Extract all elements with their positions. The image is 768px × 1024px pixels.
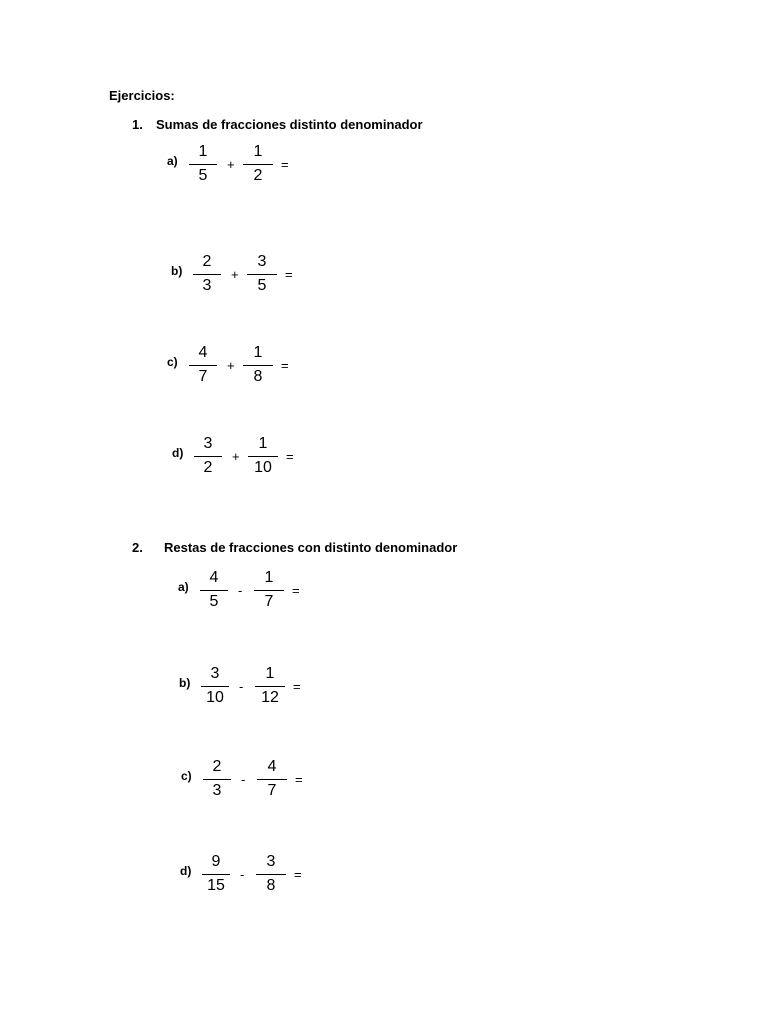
fraction-bar <box>201 686 229 687</box>
fraction-bar <box>243 365 273 366</box>
fraction-bar <box>257 779 287 780</box>
section-1-title: Sumas de fracciones distinto denominador <box>156 117 423 132</box>
fraction-bar <box>243 164 273 165</box>
operator: + <box>227 358 235 373</box>
exercise-2-3 <box>181 759 341 819</box>
equals-sign: = <box>294 867 302 882</box>
exercise-label: c) <box>167 355 178 369</box>
section-2-number: 2. <box>132 540 143 555</box>
first-numerator: 3 <box>210 665 220 682</box>
first-numerator: 2 <box>202 253 212 270</box>
equals-sign: = <box>286 449 294 464</box>
second-denominator: 10 <box>254 459 272 476</box>
second-denominator: 8 <box>253 368 263 385</box>
first-denominator: 2 <box>203 459 213 476</box>
first-numerator: 4 <box>198 344 208 361</box>
fraction-bar <box>194 456 222 457</box>
fraction-bar <box>254 590 284 591</box>
fraction-bar <box>203 779 231 780</box>
exercise-1-4 <box>172 436 332 496</box>
first-numerator: 9 <box>211 853 221 870</box>
fraction-bar <box>256 874 286 875</box>
exercise-1-3 <box>167 345 327 405</box>
second-numerator: 4 <box>267 758 277 775</box>
operator: + <box>232 449 240 464</box>
second-numerator: 1 <box>253 344 263 361</box>
first-denominator: 10 <box>206 689 224 706</box>
first-numerator: 3 <box>203 435 213 452</box>
operator: - <box>238 583 243 598</box>
first-denominator: 5 <box>198 167 208 184</box>
exercise-label: b) <box>179 676 191 690</box>
exercise-2-1 <box>178 570 338 630</box>
exercise-1-2 <box>171 254 331 314</box>
section-2-title: Restas de fracciones con distinto denominador <box>164 540 458 555</box>
exercise-1-1 <box>167 144 327 204</box>
second-numerator: 1 <box>264 569 274 586</box>
second-numerator: 3 <box>266 853 276 870</box>
fraction-bar <box>202 874 230 875</box>
second-numerator: 1 <box>258 435 268 452</box>
equals-sign: = <box>295 772 303 787</box>
fraction-bar <box>189 365 217 366</box>
second-denominator: 12 <box>261 689 279 706</box>
first-numerator: 2 <box>212 758 222 775</box>
operator: - <box>240 867 245 882</box>
operator: - <box>239 679 244 694</box>
fraction-bar <box>255 686 285 687</box>
exercise-label: d) <box>172 446 184 460</box>
operator: + <box>231 267 239 282</box>
second-numerator: 3 <box>257 253 267 270</box>
fraction-bar <box>200 590 228 591</box>
exercise-2-2 <box>179 666 339 726</box>
section-1-number: 1. <box>132 117 143 132</box>
second-denominator: 5 <box>257 277 267 294</box>
second-denominator: 7 <box>264 593 274 610</box>
exercise-label: b) <box>171 264 183 278</box>
second-numerator: 1 <box>253 143 263 160</box>
first-denominator: 5 <box>209 593 219 610</box>
operator: + <box>227 157 235 172</box>
second-numerator: 1 <box>265 665 275 682</box>
first-numerator: 1 <box>198 143 208 160</box>
exercise-label: a) <box>167 154 178 168</box>
equals-sign: = <box>281 157 289 172</box>
exercise-label: c) <box>181 769 192 783</box>
equals-sign: = <box>285 267 293 282</box>
first-denominator: 3 <box>212 782 222 799</box>
fraction-bar <box>248 456 278 457</box>
exercise-label: d) <box>180 864 192 878</box>
equals-sign: = <box>292 583 300 598</box>
equals-sign: = <box>281 358 289 373</box>
first-denominator: 15 <box>207 877 225 894</box>
first-denominator: 3 <box>202 277 212 294</box>
second-denominator: 7 <box>267 782 277 799</box>
second-denominator: 2 <box>253 167 263 184</box>
operator: - <box>241 772 246 787</box>
fraction-bar <box>193 274 221 275</box>
exercise-2-4 <box>180 854 340 914</box>
second-denominator: 8 <box>266 877 276 894</box>
fraction-bar <box>189 164 217 165</box>
fraction-bar <box>247 274 277 275</box>
first-numerator: 4 <box>209 569 219 586</box>
first-denominator: 7 <box>198 368 208 385</box>
equals-sign: = <box>293 679 301 694</box>
exercise-label: a) <box>178 580 189 594</box>
page-heading: Ejercicios: <box>109 88 175 103</box>
